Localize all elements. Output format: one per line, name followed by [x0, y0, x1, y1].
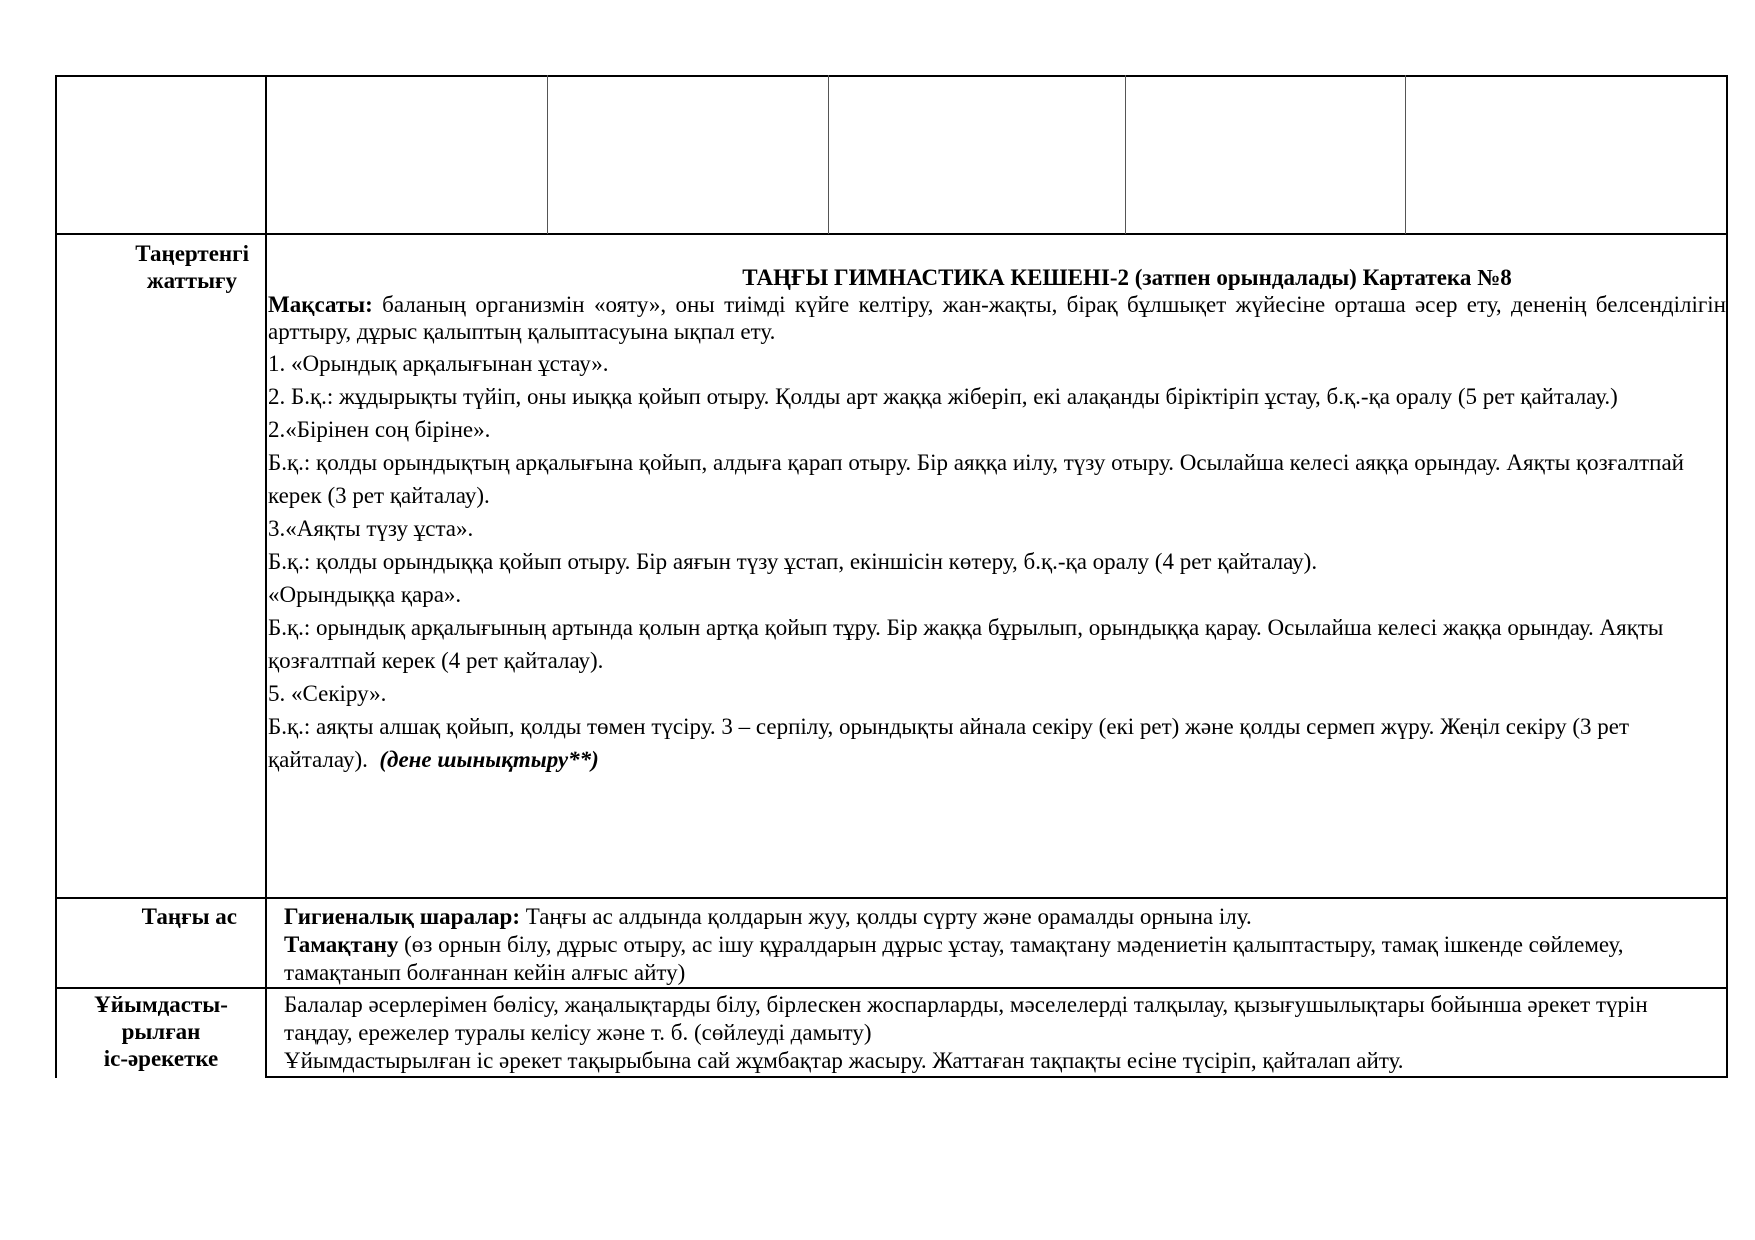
row-divider-3 — [55, 987, 1728, 989]
exercise-line: Б.қ.: қолды орындықтың арқалығына қойып, алдыға қарап отыру. Бір аяққа иілу, түзу отыру. Осылайша келесі аяққа орындау. Аяқты қозғалтпай керек (3 рет қайталау). — [268, 450, 1684, 508]
exercise-line: 2.«Бірінен соң біріне». — [268, 417, 491, 442]
exercise-line: Б.қ.: орындық арқалығының артында қолын артқа қойып тұру. Бір жаққа бұрылып, орындыққа қарау. Осылайша келесі жаққа орындау. Аяқты қозғалтпай керек (4 рет қайталау). — [268, 615, 1664, 673]
row-divider-4 — [266, 1076, 1728, 1078]
gymnastics-title: ТАҢҒЫ ГИМНАСТИКА КЕШЕНІ-2 (затпен орындалады) Картатека №8 — [742, 265, 1512, 290]
organized-activity-label-line3: іс-әрекетке — [103, 1046, 219, 1071]
breakfast-label — [57, 903, 237, 930]
exercise-line: 2. Б.қ.: жұдырықты түйіп, оны иыққа қойып отыру. Қолды арт жаққа жіберіп, екі алақанды біріктіріп ұстау, б.қ.-қа оралу (5 рет қайталау.) — [268, 384, 1618, 409]
header-col-divider-2 — [828, 75, 829, 234]
header-col-divider-4 — [1405, 75, 1406, 234]
label-column-divider — [265, 75, 267, 1078]
goal-paragraph — [268, 291, 1726, 345]
morning-exercise-content — [268, 264, 1726, 776]
exercise-line: 5. «Секіру». — [268, 681, 387, 706]
row-divider-1 — [55, 233, 1728, 235]
exercise-line: 3.«Аяқты түзу ұста». — [268, 516, 474, 541]
hygiene-paragraph — [284, 903, 1714, 931]
subject-note: (дене шынықтыру**) — [379, 747, 599, 772]
organized-activity-line2: Ұйымдастырылған іс әрекет тақырыбына сай жұмбақтар жасыру. Жаттаған тақпақты есіне түсіріп, қайталап айту. — [284, 1048, 1404, 1073]
exercise-line: Б.қ.: аяқты алшақ қойып, қолды төмен түсіру. 3 – серпілу, орындықты айнала секіру (екі рет) және қолды сермеп жүру. Жеңіл секіру (3 рет қайталау). — [268, 714, 1630, 772]
breakfast-label-text: Таңғы ас — [141, 904, 237, 929]
breakfast-content — [284, 903, 1714, 987]
morning-exercise-label-line1: Таңертенгі — [135, 241, 249, 266]
row-divider-2 — [55, 897, 1728, 899]
table-border-top — [55, 75, 1728, 77]
organized-activity-label-line2: рылған — [121, 1019, 201, 1044]
exercise-line: 1. «Орындық арқалығынан ұстау». — [268, 351, 609, 376]
organized-activity-content — [284, 991, 1714, 1075]
morning-exercise-label — [57, 240, 249, 294]
organized-activity-label — [57, 991, 265, 1072]
hygiene-text: Таңғы ас алдында қолдарын жуу, қолды сүрту және орамалды орнына ілу. — [520, 904, 1252, 929]
organized-activity-line1: Балалар әсерлерімен бөлісу, жаңалықтарды білу, бірлескен жоспарларды, мәселелерді талқылау, қызығушылықтары бойынша әрекет түрін таңдау, ережелер туралы келісу және т. б. (сөйлеуді дамыту) — [284, 992, 1648, 1045]
exercise-line: Б.қ.: қолды орындыққа қойып отыру. Бір аяғын түзу ұстап, екіншісін көтеру, б.қ.-қа оралу (4 рет қайталау). — [268, 549, 1318, 574]
goal-text: баланың организмін «ояту», оны тиімді күйге келтіру, жан-жақты, бірақ бұлшықет жүйесіне орташа әсер ету, дененің белсенділігін арттыру, дұрыс қалыптың қалыптасуына ықпал ету. — [268, 292, 1726, 344]
goal-label: Мақсаты: — [268, 292, 373, 317]
eating-label: Тамақтану — [284, 932, 399, 957]
eating-paragraph — [284, 931, 1714, 987]
header-col-divider-3 — [1125, 75, 1126, 234]
header-col-divider-1 — [547, 75, 548, 234]
exercise-line-last — [268, 710, 1726, 776]
exercise-list — [268, 347, 1726, 776]
schedule-table — [55, 75, 1728, 1078]
organized-activity-label-line1: Ұйымдасты- — [94, 992, 228, 1017]
hygiene-label: Гигиеналық шаралар: — [284, 904, 520, 929]
eating-text: (өз орнын білу, дұрыс отыру, ас ішу құралдарын дұрыс ұстау, тамақтану мәдениетін қалыптастыру, тамақ ішкенде сөйлемеу, тамақтанып болғаннан кейін алғыс айту) — [284, 932, 1624, 985]
morning-exercise-label-line2: жаттығу — [146, 268, 237, 293]
exercise-line: «Орындыққа қара». — [268, 582, 462, 607]
table-border-right — [1726, 75, 1728, 1078]
